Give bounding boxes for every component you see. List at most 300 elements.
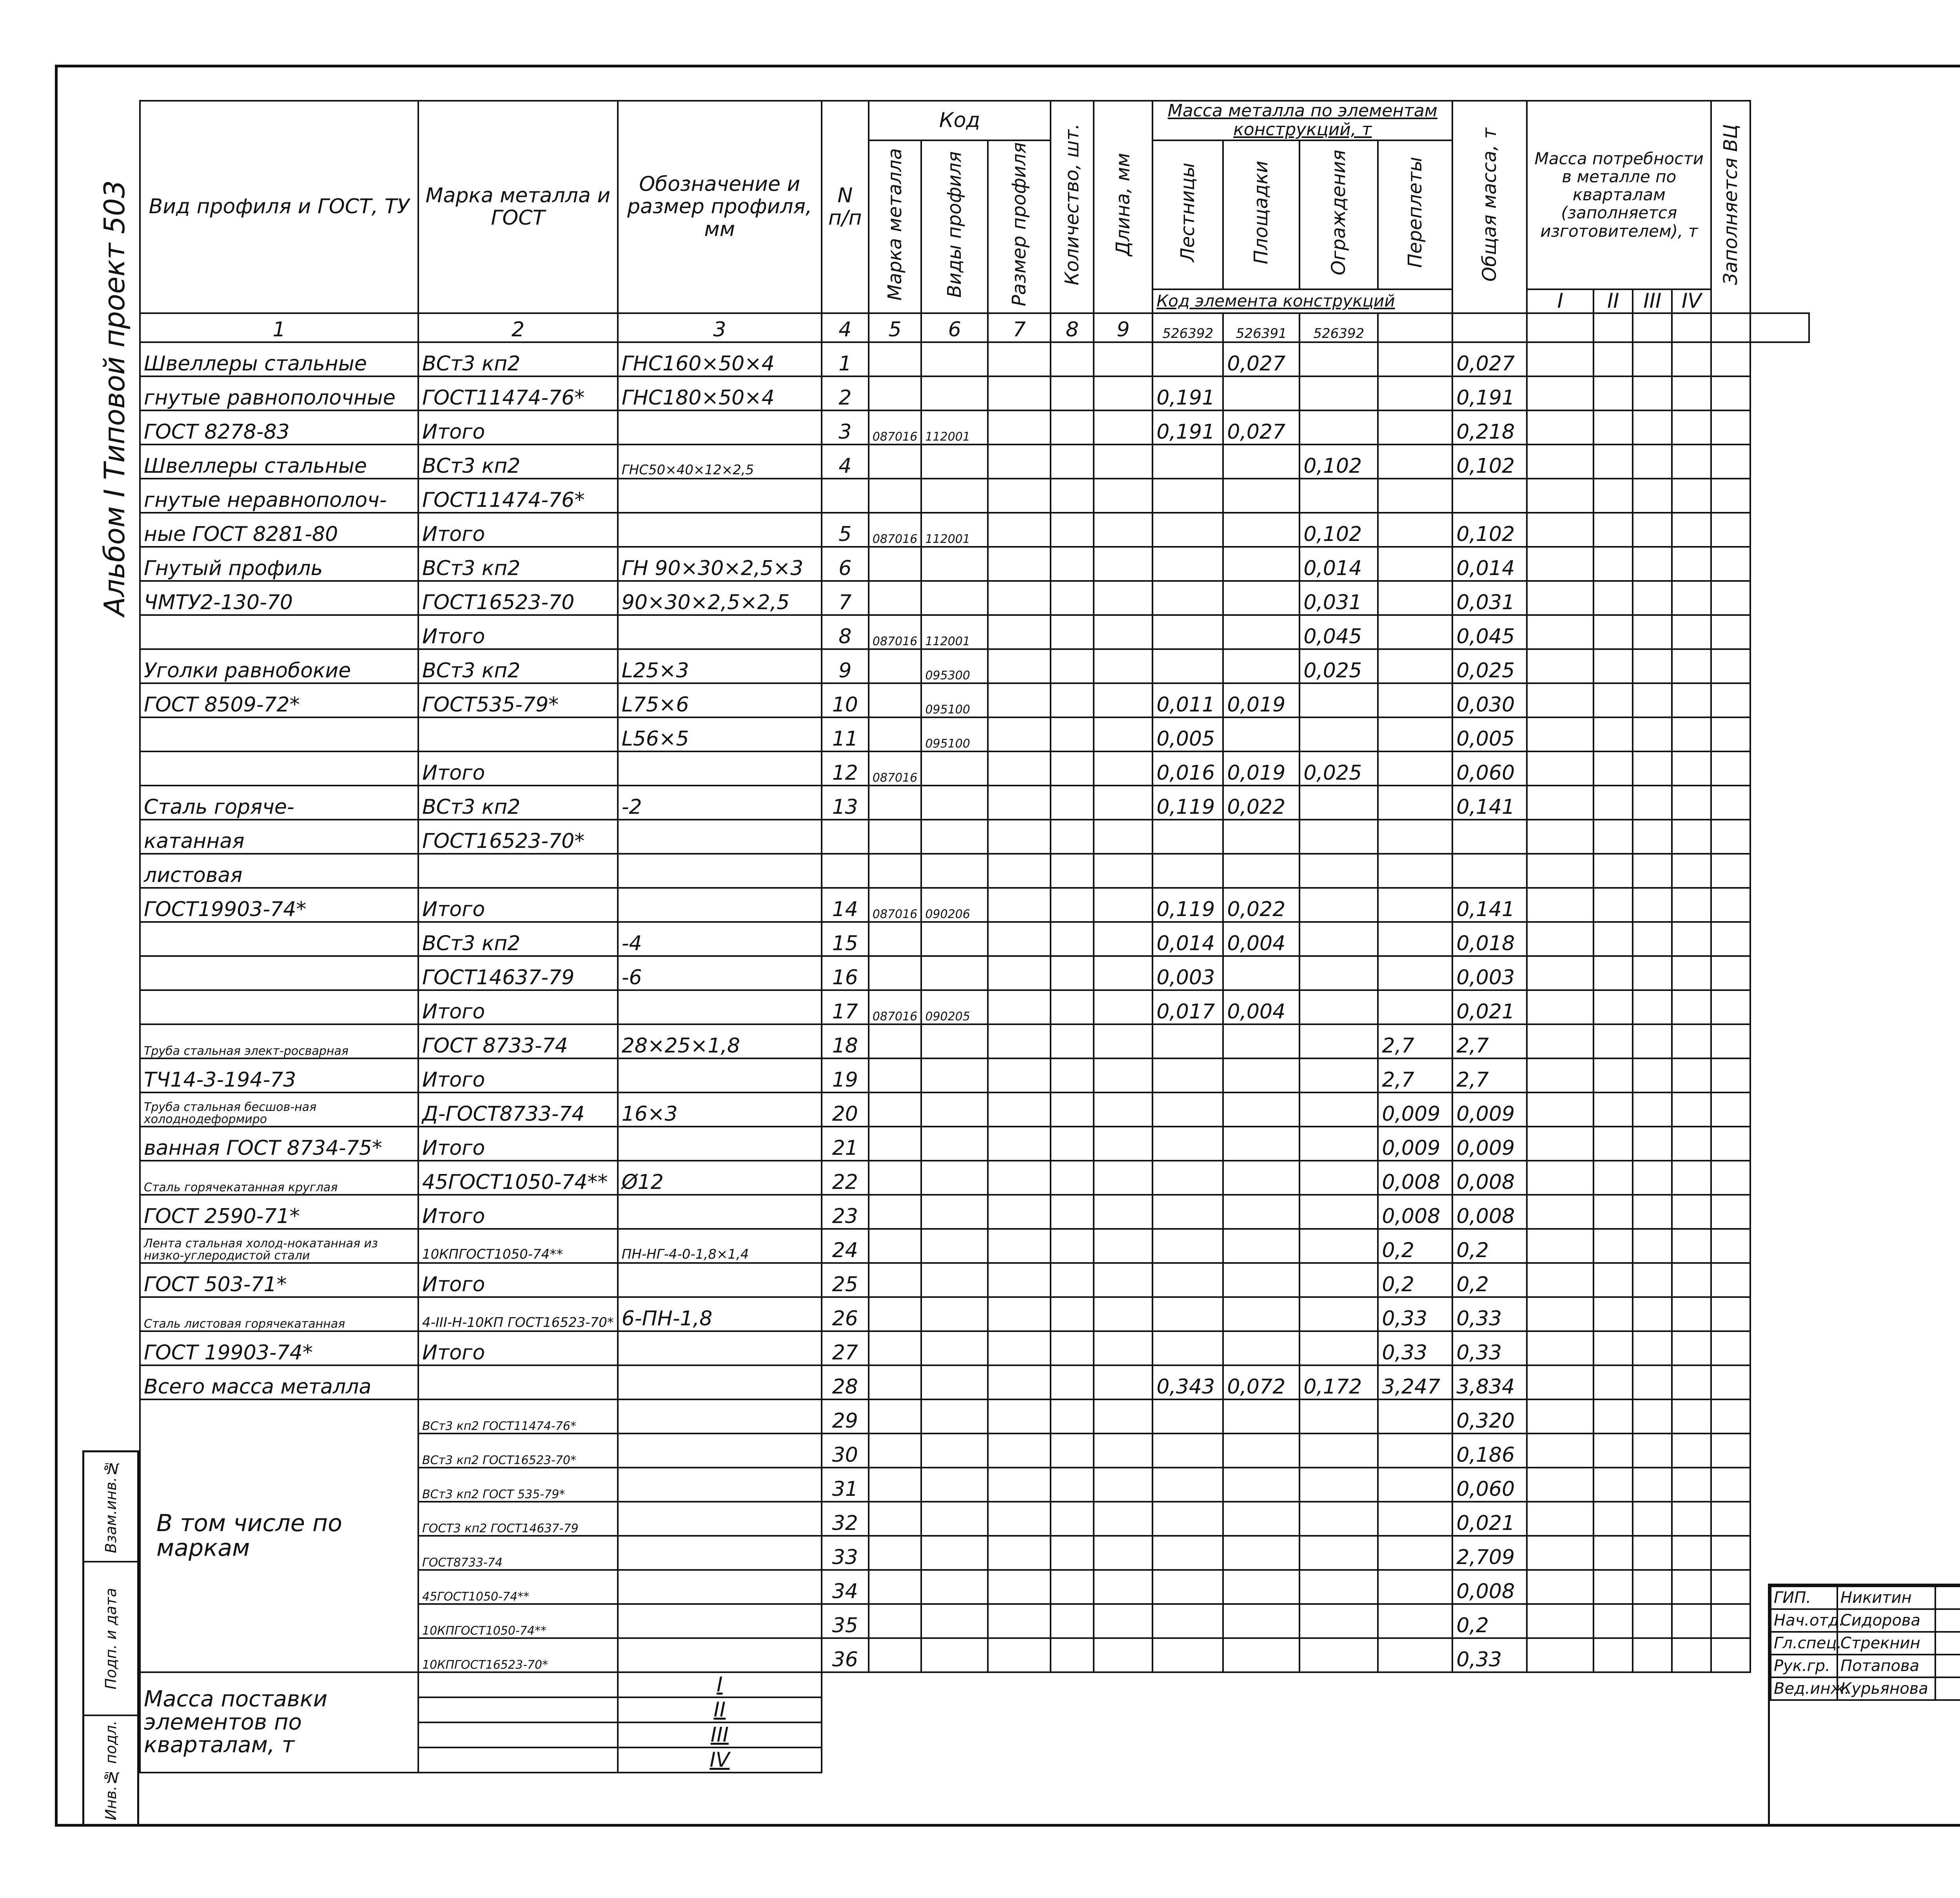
total-mass-cell: 0,141 (1452, 786, 1527, 820)
mass-stairs-cell: 0,014 (1152, 922, 1223, 956)
grade-cell: Итого (418, 1195, 618, 1229)
profile-code-cell (921, 1024, 988, 1058)
column-number-row (140, 313, 1809, 342)
table-header (140, 101, 1809, 313)
mass-platforms-cell: 0,019 (1223, 683, 1299, 717)
mass-fences-cell (1299, 1297, 1378, 1331)
blank-cell (822, 1672, 869, 1697)
size-code-cell (988, 479, 1051, 513)
mass-fences-cell (1299, 342, 1378, 376)
mass-fences-cell (1299, 1331, 1378, 1365)
empty-cell (1299, 1638, 1378, 1672)
fill-cell (1711, 342, 1750, 376)
designation-cell: L56×5 (618, 717, 822, 751)
code-cell (869, 1195, 922, 1229)
quarter-cell (1527, 888, 1593, 922)
mass-frames-cell: 0,008 (1378, 1195, 1452, 1229)
mass-fences-cell (1299, 376, 1378, 410)
length-cell (1094, 1092, 1152, 1127)
quarter-cell (1633, 1365, 1672, 1399)
quarter-cell (1633, 1024, 1672, 1058)
blank-cell (988, 1672, 1051, 1697)
grade-cell: Итого (418, 1058, 618, 1092)
mass-stairs-cell: 0,003 (1152, 956, 1223, 990)
quantity-cell (1051, 683, 1094, 717)
mass-stairs-cell (1152, 342, 1223, 376)
empty-cell (1223, 1536, 1299, 1570)
quarter-cell (1593, 376, 1633, 410)
empty-cell (1094, 1433, 1152, 1468)
quarter-row (140, 1672, 1809, 1697)
profile-code-cell (921, 376, 988, 410)
mass-fences-cell (1299, 854, 1378, 888)
length-cell (1094, 445, 1152, 479)
profile-cell: ные ГОСТ 8281-80 (140, 513, 418, 547)
empty-cell (1299, 1433, 1378, 1468)
quarter-cell (1527, 1195, 1593, 1229)
mass-platforms-cell (1223, 1195, 1299, 1229)
designation-cell (618, 854, 822, 888)
profile-code-cell: 112001 (921, 410, 988, 445)
quarter-cell (1593, 410, 1633, 445)
quarter-cell (1527, 1536, 1593, 1570)
empty-cell (1094, 1638, 1152, 1672)
quarter-cell (1593, 1127, 1633, 1161)
code-cell (869, 376, 922, 410)
mass-fences-cell (1299, 1127, 1378, 1161)
quantity-cell (1051, 445, 1094, 479)
column-number (1711, 313, 1750, 342)
length-cell (1094, 820, 1152, 854)
code-cell (869, 581, 922, 615)
code-cell (869, 1161, 922, 1195)
length-cell (1094, 956, 1152, 990)
blank-cell (921, 1722, 988, 1747)
profile-cell: ГОСТ 2590-71* (140, 1195, 418, 1229)
quarter-cell (1633, 615, 1672, 649)
blank-cell (1527, 1697, 1593, 1722)
empty-cell (1378, 1399, 1452, 1433)
quarter-cell (1593, 513, 1633, 547)
code-cell: 087016 (869, 615, 922, 649)
length-cell (1094, 990, 1152, 1024)
table-row (140, 751, 1809, 786)
profile-code-cell (921, 1127, 988, 1161)
size-code-cell (988, 854, 1051, 888)
quarter-cell (1672, 649, 1711, 683)
grade-cell: 4-III-Н-10КП ГОСТ16523-70* (418, 1297, 618, 1331)
size-code-cell (988, 342, 1051, 376)
margin-left-text: Альбом I Типовой проект 503 (98, 180, 131, 617)
header-k6 (921, 140, 988, 313)
quarter-cell (1672, 820, 1711, 854)
quantity-cell (1051, 1058, 1094, 1092)
blank-cell (1711, 1747, 1750, 1773)
empty-cell (869, 1502, 922, 1536)
size-code-cell (988, 888, 1051, 922)
header-m2 (1223, 140, 1299, 289)
quarter-cell (1672, 1502, 1711, 1536)
fill-cell (1711, 581, 1750, 615)
quarter-cell (1672, 1263, 1711, 1297)
designation-cell (618, 888, 822, 922)
table-row (140, 922, 1809, 956)
designation-cell: Ø12 (618, 1161, 822, 1195)
profile-code-cell (921, 1092, 988, 1127)
grade-cell: ГОСТ14637-79 (418, 956, 618, 990)
signature-name: Стрекнин (1837, 1632, 1935, 1655)
table-row (140, 1058, 1809, 1092)
blank-cell (1378, 1747, 1452, 1773)
mass-platforms-cell (1223, 820, 1299, 854)
quarter-cell (1527, 1638, 1593, 1672)
blank-cell (1593, 1722, 1633, 1747)
mass-stairs-cell (1152, 854, 1223, 888)
mass-frames-cell (1378, 615, 1452, 649)
size-code-cell (988, 547, 1051, 581)
index-cell: 3 (822, 410, 869, 445)
quarter-cell (1633, 717, 1672, 751)
signature-name: Потапова (1837, 1655, 1935, 1677)
empty-cell (1152, 1604, 1223, 1638)
fill-cell (1711, 1092, 1750, 1127)
mass-stairs-cell (1152, 1229, 1223, 1263)
header-quantity-label: Количество, шт. (1061, 123, 1083, 286)
signature-role: Вед.инж. (1771, 1677, 1837, 1700)
length-cell (1094, 581, 1152, 615)
empty-cell (869, 1638, 922, 1672)
blank-cell (1633, 1747, 1672, 1773)
length-cell (1094, 751, 1152, 786)
blank-cell (1633, 1672, 1672, 1697)
quarter-cell (1527, 1502, 1593, 1536)
empty-cell (1051, 1468, 1094, 1502)
grade-cell: Итого (418, 888, 618, 922)
index-cell: 27 (822, 1331, 869, 1365)
blank-cell (1223, 1697, 1299, 1722)
header-grade: Марка металла и ГОСТ (418, 101, 618, 313)
quarter-cell (1593, 922, 1633, 956)
length-cell (1094, 513, 1152, 547)
mass-platforms-cell (1223, 1058, 1299, 1092)
code-cell (869, 1297, 922, 1331)
designation-cell: 90×30×2,5×2,5 (618, 581, 822, 615)
total-mass-cell: 0,320 (1452, 1399, 1527, 1433)
empty-cell (869, 1604, 922, 1638)
index-cell: 8 (822, 615, 869, 649)
quantity-cell (1051, 717, 1094, 751)
mass-frames-cell: 0,009 (1378, 1127, 1452, 1161)
empty-cell (1299, 1399, 1378, 1433)
profile-cell: Швеллеры стальные (140, 445, 418, 479)
blank-cell (1452, 1697, 1527, 1722)
quantity-cell (1051, 820, 1094, 854)
index-cell (822, 479, 869, 513)
empty-cell (418, 1672, 618, 1697)
length-cell (1094, 1297, 1152, 1331)
mass-frames-cell (1378, 342, 1452, 376)
quantity-cell (1051, 513, 1094, 547)
quarter-cell (1527, 445, 1593, 479)
signature-sign (1935, 1655, 1960, 1677)
signatures-table (1770, 1586, 1960, 1701)
profile-code-cell (921, 1365, 988, 1399)
quarter-cell (1633, 479, 1672, 513)
total-mass-cell: 0,2 (1452, 1263, 1527, 1297)
empty-cell (1051, 1638, 1094, 1672)
quarter-cell (1593, 342, 1633, 376)
code-cell (869, 1263, 922, 1297)
mass-platforms-cell: 0,022 (1223, 888, 1299, 922)
profile-cell: ГОСТ 8509-72* (140, 683, 418, 717)
index-cell: 29 (822, 1399, 869, 1433)
quarter-cell (1527, 820, 1593, 854)
code-cell (869, 649, 922, 683)
designation-cell: 16×3 (618, 1092, 822, 1127)
mass-platforms-cell (1223, 479, 1299, 513)
designation-cell (618, 1468, 822, 1502)
size-code-cell (988, 376, 1051, 410)
specification-table (139, 100, 1810, 1773)
quarter-cell (1672, 1536, 1711, 1570)
header-profile: Вид профиля и ГОСТ, ТУ (140, 101, 418, 313)
profile-cell (140, 990, 418, 1024)
empty-cell (1378, 1502, 1452, 1536)
empty-cell (1223, 1638, 1299, 1672)
blank-cell (1527, 1672, 1593, 1697)
empty-cell (921, 1638, 988, 1672)
blank-cell (1051, 1747, 1094, 1773)
empty-cell (1223, 1468, 1299, 1502)
mass-platforms-cell: 0,004 (1223, 990, 1299, 1024)
quarter-cell (1527, 1399, 1593, 1433)
blank-cell (1094, 1747, 1152, 1773)
empty-cell (869, 1399, 922, 1433)
quarter-cell (1633, 888, 1672, 922)
signature-sign (1935, 1586, 1960, 1609)
size-code-cell (988, 1195, 1051, 1229)
size-code-cell (988, 410, 1051, 445)
table-row (140, 1297, 1809, 1331)
fill-cell (1711, 1058, 1750, 1092)
header-m3-label: Ограждения (1327, 149, 1350, 275)
mass-platforms-cell: 0,019 (1223, 751, 1299, 786)
quarter-cell (1672, 1365, 1711, 1399)
empty-cell (1152, 1638, 1223, 1672)
quarter-cell (1672, 922, 1711, 956)
mass-frames-cell: 0,2 (1378, 1263, 1452, 1297)
column-number: 1 (140, 313, 418, 342)
blank-cell (1299, 1722, 1378, 1747)
header-m4 (1378, 140, 1452, 289)
header-m3 (1299, 140, 1378, 289)
fill-cell (1711, 1365, 1750, 1399)
blank-cell (1223, 1747, 1299, 1773)
mass-platforms-cell (1223, 854, 1299, 888)
index-cell: 15 (822, 922, 869, 956)
grade-cell: ГОСТ16523-70* (418, 820, 618, 854)
quarter-cell (1593, 615, 1633, 649)
total-mass-cell: 2,709 (1452, 1536, 1527, 1570)
quarter-cell (1527, 990, 1593, 1024)
blank-cell (1672, 1722, 1711, 1747)
table-row (140, 990, 1809, 1024)
quantity-cell (1051, 479, 1094, 513)
index-cell: 7 (822, 581, 869, 615)
quarter-label: III (618, 1722, 822, 1747)
table-row (140, 1195, 1809, 1229)
empty-cell (1223, 1570, 1299, 1604)
size-code-cell (988, 1297, 1051, 1331)
table-row (140, 615, 1809, 649)
size-code-cell (988, 1161, 1051, 1195)
header-m2-label: Площадки (1250, 160, 1272, 264)
mass-fences-cell (1299, 1024, 1378, 1058)
quarter-cell (1527, 922, 1593, 956)
empty-cell (921, 1502, 988, 1536)
profile-cell: Швеллеры стальные (140, 342, 418, 376)
signature-name: Никитин (1837, 1586, 1935, 1609)
signature-sign (1935, 1632, 1960, 1655)
profile-cell: ГОСТ19903-74* (140, 888, 418, 922)
fill-cell (1711, 786, 1750, 820)
designation-cell (618, 751, 822, 786)
total-mass-cell: 0,191 (1452, 376, 1527, 410)
mass-stairs-cell (1152, 1161, 1223, 1195)
signature-name: Курьянова (1837, 1677, 1935, 1700)
code-cell (869, 445, 922, 479)
table-row (140, 888, 1809, 922)
blank-cell (1378, 1672, 1452, 1697)
quantity-cell (1051, 547, 1094, 581)
total-mass-cell: 0,031 (1452, 581, 1527, 615)
blank-cell (1593, 1697, 1633, 1722)
mass-frames-cell (1378, 376, 1452, 410)
total-mass-cell: 0,003 (1452, 956, 1527, 990)
side-stamp (82, 1450, 139, 1827)
length-cell (1094, 342, 1152, 376)
mass-platforms-cell (1223, 1024, 1299, 1058)
designation-cell (618, 1536, 822, 1570)
code-cell (869, 1024, 922, 1058)
table-row (140, 854, 1809, 888)
length-cell (1094, 1229, 1152, 1263)
empty-cell (1152, 1433, 1223, 1468)
quarter-cell (1527, 717, 1593, 751)
quarter-cell (1593, 1638, 1633, 1672)
grade-cell: 45ГОСТ1050-74** (418, 1161, 618, 1195)
quarter-cell (1593, 854, 1633, 888)
profile-cell: Сталь горяче- (140, 786, 418, 820)
quarter-cell (1527, 1570, 1593, 1604)
code-cell (869, 1365, 922, 1399)
quarter-cell (1672, 1638, 1711, 1672)
mass-frames-cell (1378, 581, 1452, 615)
profile-code-cell (921, 956, 988, 990)
fill-cell (1711, 1263, 1750, 1297)
designation-cell: ПН-НГ-4-0-1,8×1,4 (618, 1229, 822, 1263)
profile-cell: ванная ГОСТ 8734-75* (140, 1127, 418, 1161)
total-mass-cell: 2,7 (1452, 1024, 1527, 1058)
blank-cell (1633, 1722, 1672, 1747)
empty-cell (921, 1433, 988, 1468)
profile-code-cell: 112001 (921, 513, 988, 547)
quarter-cell (1593, 1024, 1633, 1058)
profile-code-cell (921, 1161, 988, 1195)
grade-row (140, 1399, 1809, 1433)
grade-cell: ГОСТ8733-74 (418, 1536, 618, 1570)
index-cell: 1 (822, 342, 869, 376)
blank-cell (988, 1747, 1051, 1773)
column-number: 526392 (1152, 313, 1223, 342)
quarter-cell (1633, 1058, 1672, 1092)
fill-cell (1711, 1161, 1750, 1195)
empty-cell (1378, 1604, 1452, 1638)
total-mass-cell: 0,008 (1452, 1570, 1527, 1604)
fill-cell (1711, 1468, 1750, 1502)
quantity-cell (1051, 854, 1094, 888)
header-m1-label: Лестницы (1176, 163, 1199, 262)
fill-cell (1711, 445, 1750, 479)
mass-stairs-cell: 0,343 (1152, 1365, 1223, 1399)
designation-cell (618, 1195, 822, 1229)
length-cell (1094, 479, 1152, 513)
quarter-cell (1672, 990, 1711, 1024)
empty-cell (1378, 1536, 1452, 1570)
mass-frames-cell (1378, 990, 1452, 1024)
quantity-cell (1051, 615, 1094, 649)
blank-cell (822, 1722, 869, 1747)
fill-cell (1711, 615, 1750, 649)
mass-fences-cell (1299, 1263, 1378, 1297)
table-row (140, 376, 1809, 410)
quantity-cell (1051, 342, 1094, 376)
index-cell: 33 (822, 1536, 869, 1570)
designation-cell: L25×3 (618, 649, 822, 683)
quarter-cell (1633, 1297, 1672, 1331)
total-mass-cell: 2,7 (1452, 1058, 1527, 1092)
quarter-cell (1593, 888, 1633, 922)
mass-fences-cell (1299, 1058, 1378, 1092)
signature-role: Рук.гр. (1771, 1655, 1837, 1677)
fill-cell (1711, 1297, 1750, 1331)
length-cell (1094, 786, 1152, 820)
quarter-cell (1633, 1536, 1672, 1570)
fill-cell (1711, 683, 1750, 717)
mass-stairs-cell: 0,005 (1152, 717, 1223, 751)
mass-stairs-cell (1152, 1263, 1223, 1297)
length-cell (1094, 1195, 1152, 1229)
signature-row (1771, 1609, 1960, 1632)
size-code-cell (988, 513, 1051, 547)
quantity-cell (1051, 581, 1094, 615)
fill-cell (1711, 513, 1750, 547)
code-cell (869, 479, 922, 513)
mass-stairs-cell: 0,011 (1152, 683, 1223, 717)
quantity-cell (1051, 1161, 1094, 1195)
quarter-cell (1672, 1092, 1711, 1127)
code-cell: 087016 (869, 990, 922, 1024)
table-row (140, 410, 1809, 445)
column-number: 8 (1051, 313, 1094, 342)
designation-cell (618, 1263, 822, 1297)
quarter-cell (1672, 1297, 1711, 1331)
header-length (1094, 101, 1152, 313)
quarter-cell (1593, 1604, 1633, 1638)
profile-code-cell (921, 479, 988, 513)
total-mass-cell: 0,021 (1452, 1502, 1527, 1536)
fill-cell (1711, 820, 1750, 854)
